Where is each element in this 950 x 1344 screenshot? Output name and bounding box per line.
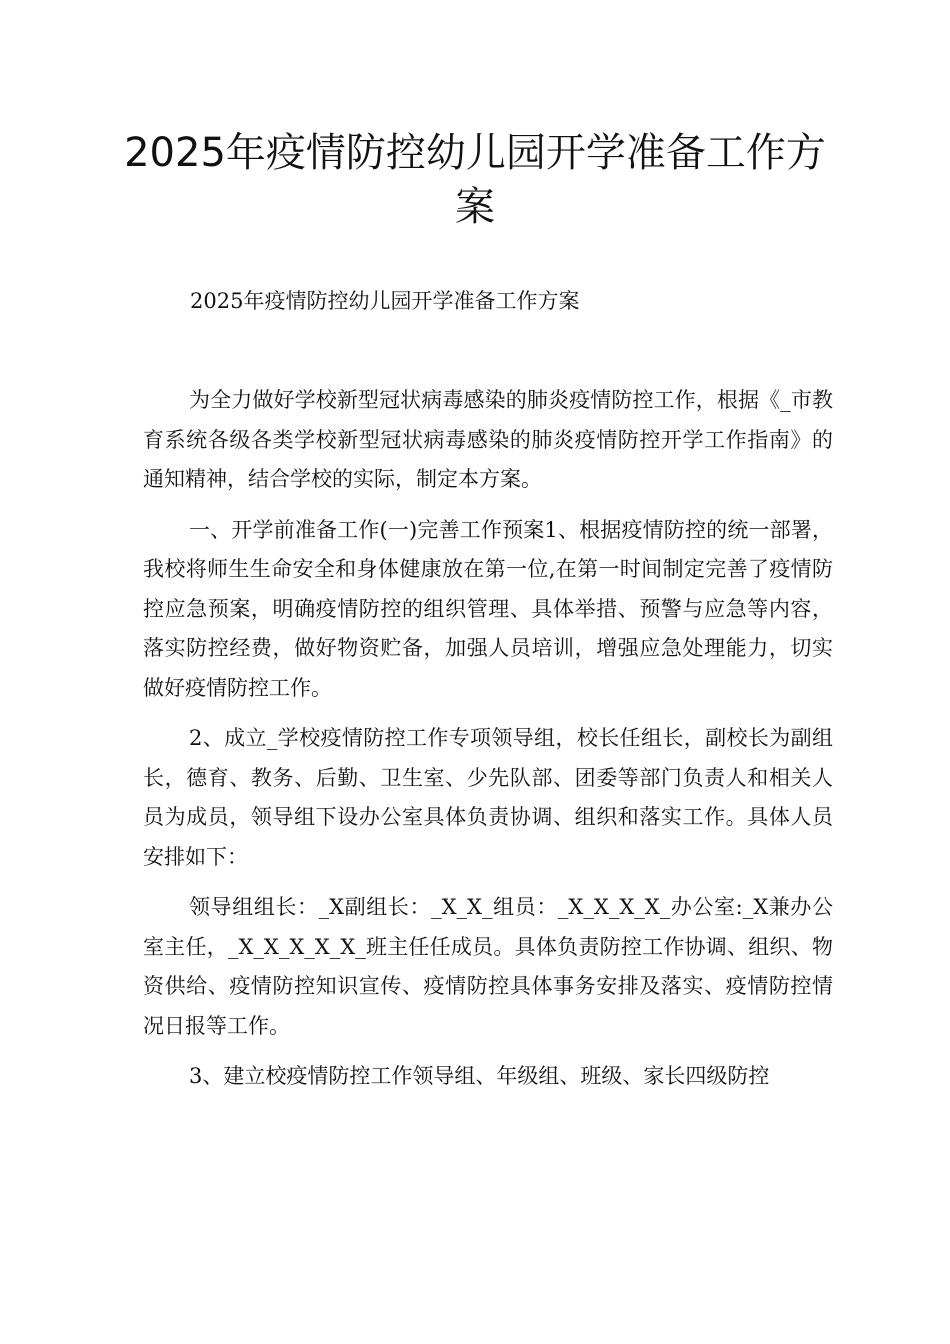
paragraph-intro: 为全力做好学校新型冠状病毒感染的肺炎疫情防控工作，根据《_市教育系统各级各类学校新型冠状病毒感染的肺炎疫情防控开学工作指南》的通知精神，结合学校的实际，制定本方案。 [143, 388, 833, 491]
paragraph-staff-list: 领导组组长：_X副组长：_X_X_组员：_X_X_X_X_办公室:_X兼办公室主任，_X_X_X_X_X_班主任任成员。具体负责防控工作协调、组织、物资供给、疫情防控知识宣传、疫情防控具体事务安排及落实、疫情防控情况日报等工作。 [143, 895, 833, 1038]
paragraph-section-one: 一、开学前准备工作(一)完善工作预案1、根据疫情防控的统一部署，我校将师生生命安全和身体健康放在第一位,在第一时间制定完善了疫情防控应急预案，明确疫情防控的组织管理、具体举措、预警与应急等内容，落实防控经费，做好物资贮备，加强人员培训，增强应急处理能力，切实做好疫情防控工作。 [143, 517, 833, 700]
document-body [143, 381, 833, 1108]
document-title: 2025年疫情防控幼儿园开学准备工作方案 [124, 130, 826, 230]
document-subtitle: 2025年疫情防控幼儿园开学准备工作方案 [190, 289, 580, 313]
paragraph-four-level-control: 3、建立校疫情防控工作领导组、年级组、班级、家长四级防控 [189, 1064, 770, 1088]
paragraph-leadership-group: 2、成立_学校疫情防控工作专项领导组，校长任组长，副校长为副组长，德育、教务、后勤、卫生室、少先队部、团委等部门负责人和相关人员为成员，领导组下设办公室具体负责协调、组织和落实工作。具体人员安排如下： [143, 726, 833, 869]
